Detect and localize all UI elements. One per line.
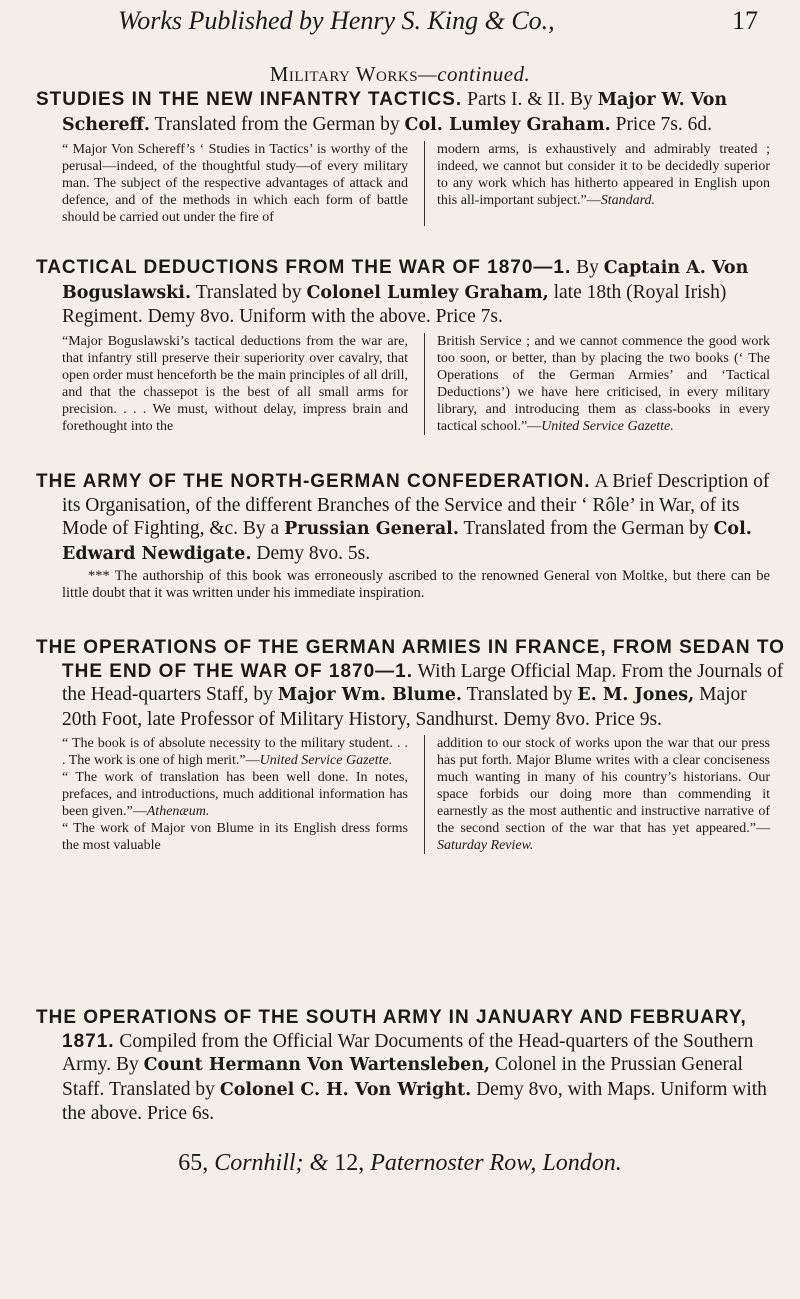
entry-author: Captain A. Von Boguslawski. (62, 258, 749, 303)
entry-by: By (570, 89, 593, 110)
entry-translator: Colonel Lumley Graham, (306, 282, 549, 303)
entry-by: By (576, 257, 599, 278)
entry-translator: Colonel C. H. Von Wright. (219, 1079, 472, 1100)
catalogue-entry (36, 256, 786, 435)
review-text: “ Major Von Schereff’s ‘ Studies in Tactics’ is worthy of the perusal—indeed, of the thoughtful study—of every military man. The subject of the respective advantages of attack and defence, and of the methods in which each form of battle should be carried out under the fire of (62, 142, 408, 225)
review-source: Athenæum. (146, 804, 210, 819)
review-source: Standard. (600, 193, 656, 208)
review-quotes (62, 735, 770, 854)
entry-price: Price 7s. 6d. (615, 113, 712, 135)
review-right-column (424, 735, 770, 854)
entry-title: THE OPERATIONS OF THE GERMAN ARMIES IN FRANCE, FROM SEDAN TO THE END OF THE WAR OF 1870—1. (36, 637, 785, 682)
review-source: United Service Gazette. (259, 753, 393, 768)
entry-details: With Large Official Map. From the Journals of the Head-quarters Staff, by (62, 660, 784, 705)
review-left-column (62, 141, 408, 226)
review-text: “ The work of translation has been well done. In notes, prefaces, and introductions, much additional information has been given.”— (62, 770, 408, 819)
publisher-address (0, 1150, 800, 1177)
review-text: “ The book is of absolute necessity to the military student. . . . The work is one of high merit.”— (62, 736, 408, 768)
review-quotes (62, 141, 770, 226)
address-number: 12, (334, 1150, 365, 1176)
running-head-title: Works Published by Henry S. King & Co., (118, 6, 555, 35)
catalogue-entry (36, 1006, 786, 1126)
entry-details: Compiled from the Official War Documents of the Head-quarters of the Southern Army. By (62, 1030, 754, 1075)
entry-details: late 18th (Royal Irish) Regiment. Demy 8vo. Uniform with the above. Price 7s. (62, 281, 727, 327)
address-street: Paternoster Row, (370, 1150, 537, 1176)
review-source: Saturday Review. (437, 838, 534, 853)
entry-heading (36, 470, 786, 566)
entry-title: STUDIES IN THE NEW INFANTRY TACTICS. (36, 89, 463, 110)
catalogue-entry (36, 636, 786, 854)
address-city: London. (542, 1150, 622, 1176)
entry-translated: Translated by (195, 281, 302, 303)
entry-parts: Parts I. & II. (467, 89, 566, 110)
catalogue-entry (36, 88, 786, 226)
running-head (118, 6, 758, 36)
entry-author: Major W. Von Schereff. (62, 90, 728, 135)
review-right-column (424, 333, 770, 435)
address-street: Cornhill; (214, 1150, 304, 1176)
review-text: modern arms, is exhaustively and admirably treated ; indeed, we cannot but consider it to be decidedly superior to any work which has hitherto appeared in English upon this all-important subject.”— (437, 142, 770, 208)
section-title (0, 62, 800, 87)
entry-author: Count Hermann Von Wartensleben, (143, 1055, 491, 1075)
page-number: 17 (732, 6, 758, 35)
review-quotes (62, 333, 770, 435)
section-title-suffix: —continued. (418, 62, 531, 86)
entry-heading (36, 256, 786, 329)
review-left-column (62, 735, 408, 854)
entry-translator: Col. Edward Newdigate. (62, 519, 752, 564)
entry-translated: Translated by (466, 684, 573, 705)
entry-title: TACTICAL DEDUCTIONS FROM THE WAR OF 1870—1. (36, 257, 572, 278)
entry-translator: Col. Lumley Graham. (404, 114, 611, 135)
entry-extra: Major 20th Foot, late Professor of Military History, Sandhurst. Demy 8vo. Price 9s. (62, 684, 747, 730)
review-text: “Major Boguslawski’s tactical deductions from the war are, that infantry still preserve their superiority over cavalry, that open order must henceforth be the main principles of all drill, and that the chassepot is the best of all small arms for precision. . . . We must, without delay, impress brain and forethought into the (62, 333, 408, 434)
entry-translator: E. M. Jones, (577, 685, 695, 705)
review-right-column (424, 141, 770, 226)
entry-extra: Colonel in the Prussian General Staff. Translated by (62, 1054, 743, 1100)
section-title-text: Military Works (269, 62, 419, 86)
address-number: 65, (178, 1150, 209, 1176)
ampersand: & (309, 1150, 329, 1176)
entry-note: *** The authorship of this book was erroneously ascribed to the renowned General von Moltke, but there can be little doubt that it was written under his immediate inspiration. (62, 568, 770, 601)
entry-heading (36, 636, 786, 731)
review-text: “ The work of Major von Blume in its English dress forms the most valuable (62, 821, 408, 853)
entry-author: Major Wm. Blume. (277, 685, 462, 705)
entry-translated: Translated from the German by (463, 518, 709, 539)
entry-translated: Translated from the German by (154, 113, 400, 135)
entry-price: Demy 8vo, with Maps. Uniform with the above. Price 6s. (62, 1078, 767, 1124)
review-source: United Service Gazette. (541, 418, 674, 434)
entry-title: THE ARMY OF THE NORTH-GERMAN CONFEDERATION. (36, 471, 591, 492)
entry-author: Prussian General. (284, 519, 459, 539)
entry-price: Demy 8vo. 5s. (256, 542, 371, 564)
catalogue-entry (36, 470, 786, 602)
review-text: British Service ; and we cannot commence the good work too soon, or better, than by placing the two books (‘ The Operations of the German Armies’ and ‘Tactical Deductions’) we have here criticised, in every military library, and introducing them as class-books in every tactical school.”— (437, 333, 770, 434)
entry-title: THE OPERATIONS OF THE SOUTH ARMY IN JANUARY AND FEBRUARY, 1871. (36, 1007, 747, 1052)
review-left-column (62, 333, 408, 435)
entry-heading (36, 88, 786, 137)
entry-details: A Brief Description of its Organisation, of the different Branches of the Service and their ‘ Rôle’ in War, of its Mode of Fighting, &c. By a (62, 471, 770, 539)
review-text: addition to our stock of works upon the war that our press has put forth. Major Blume writes with a clear conciseness much wanting in many of his country’s historians. Our space forbids our doing more than commending it earnestly as the most authentic and instructive narrative of the second section of the war that has yet appeared.”— (437, 736, 770, 836)
entry-heading (36, 1006, 786, 1126)
